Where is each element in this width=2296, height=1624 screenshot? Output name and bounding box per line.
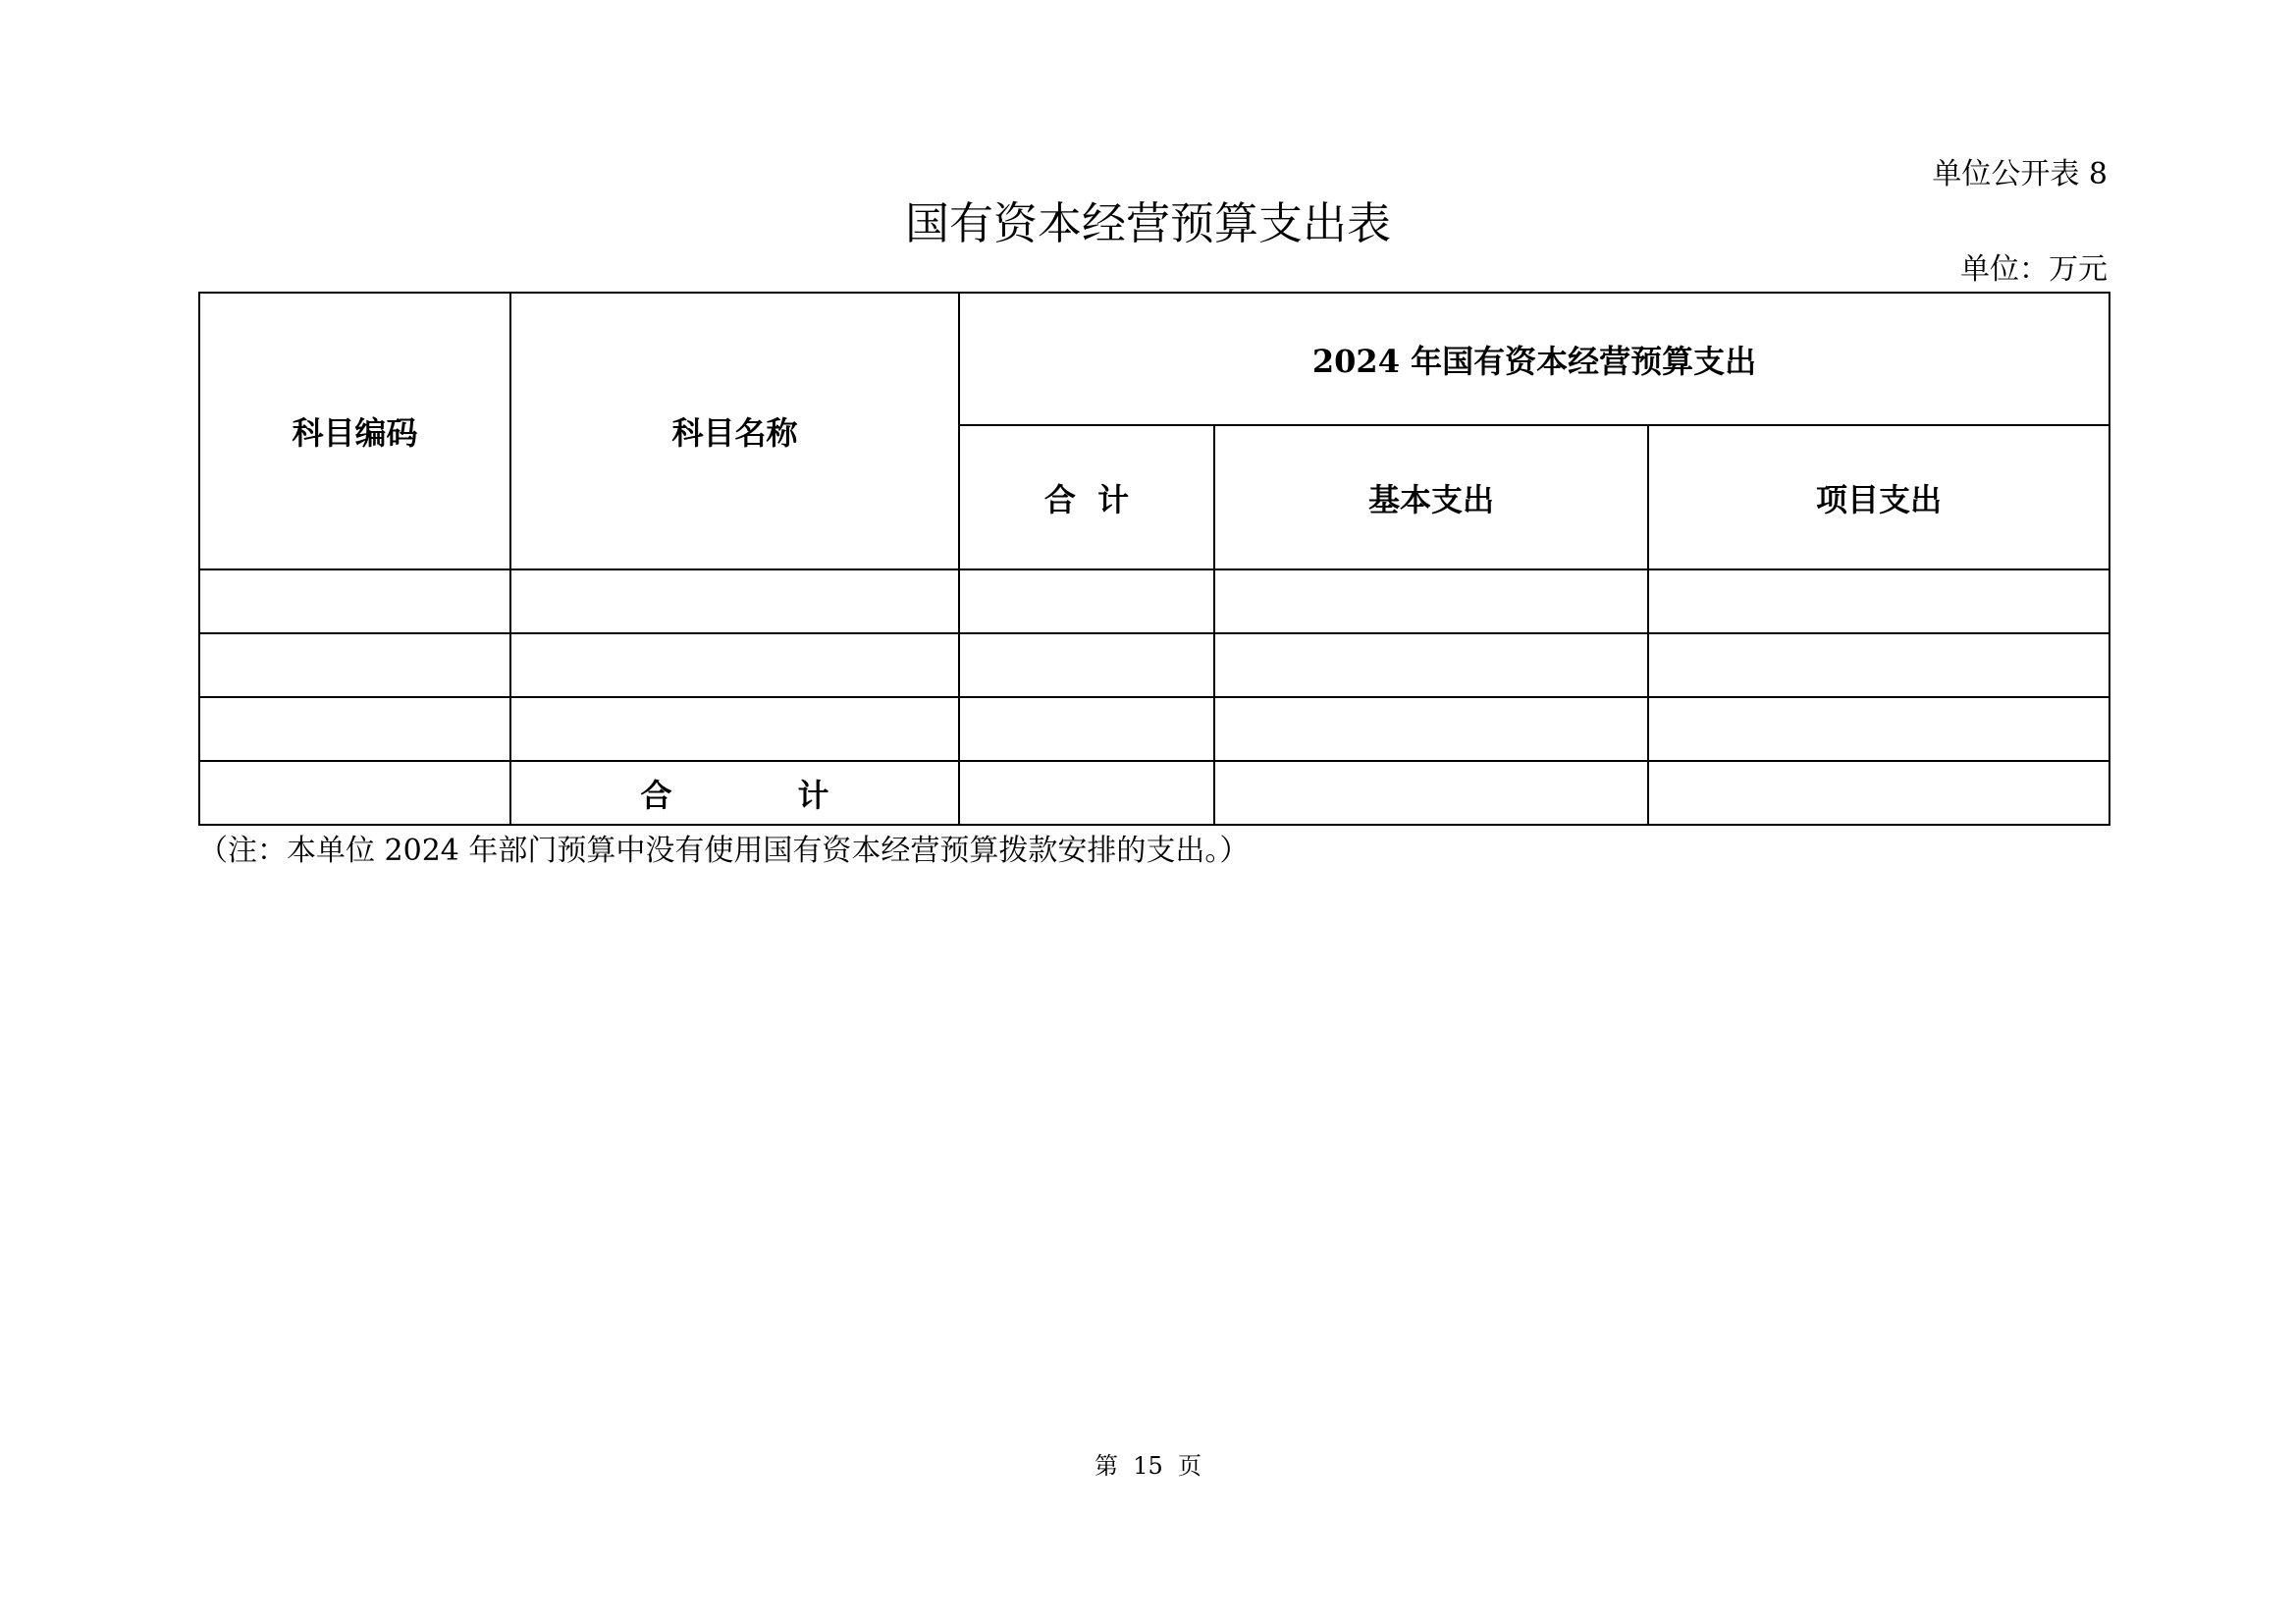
cell-basic bbox=[1214, 633, 1648, 697]
total-cell-total bbox=[959, 761, 1214, 825]
cell-project bbox=[1648, 633, 2109, 697]
cell-total bbox=[959, 633, 1214, 697]
cell-total bbox=[959, 697, 1214, 761]
table-row bbox=[199, 633, 2109, 697]
cell-name bbox=[510, 569, 959, 633]
cell-basic bbox=[1214, 697, 1648, 761]
column-header-name: 科目名称 bbox=[510, 293, 959, 569]
column-group-header: 2024 年国有资本经营预算支出 bbox=[959, 293, 2109, 425]
cell-code bbox=[199, 633, 510, 697]
header-row-top bbox=[199, 293, 2109, 425]
total-cell-code bbox=[199, 761, 510, 825]
page-number: 第 15 页 bbox=[1094, 1452, 1202, 1480]
cell-name bbox=[510, 633, 959, 697]
column-header-total: 合 计 bbox=[959, 425, 1214, 569]
table-row bbox=[199, 697, 2109, 761]
cell-basic bbox=[1214, 569, 1648, 633]
budget-table bbox=[198, 292, 2110, 826]
column-header-code: 科目编码 bbox=[199, 293, 510, 569]
total-cell-basic bbox=[1214, 761, 1648, 825]
table-row bbox=[199, 569, 2109, 633]
column-header-project: 项目支出 bbox=[1648, 425, 2109, 569]
cell-total bbox=[959, 569, 1214, 633]
total-row-label: 合 计 bbox=[510, 761, 959, 825]
unit-label: 单位：万元 bbox=[1960, 252, 2108, 287]
page-title: 国有资本经营预算支出表 bbox=[904, 197, 1391, 249]
total-row bbox=[199, 761, 2109, 825]
form-number: 单位公开表 8 bbox=[1932, 157, 2108, 191]
total-cell-project bbox=[1648, 761, 2109, 825]
cell-code bbox=[199, 697, 510, 761]
column-header-basic: 基本支出 bbox=[1214, 425, 1648, 569]
table-note: （注：本单位 2024 年部门预算中没有使用国有资本经营预算拨款安排的支出。） bbox=[198, 834, 1250, 868]
cell-project bbox=[1648, 697, 2109, 761]
cell-name bbox=[510, 697, 959, 761]
cell-code bbox=[199, 569, 510, 633]
cell-project bbox=[1648, 569, 2109, 633]
